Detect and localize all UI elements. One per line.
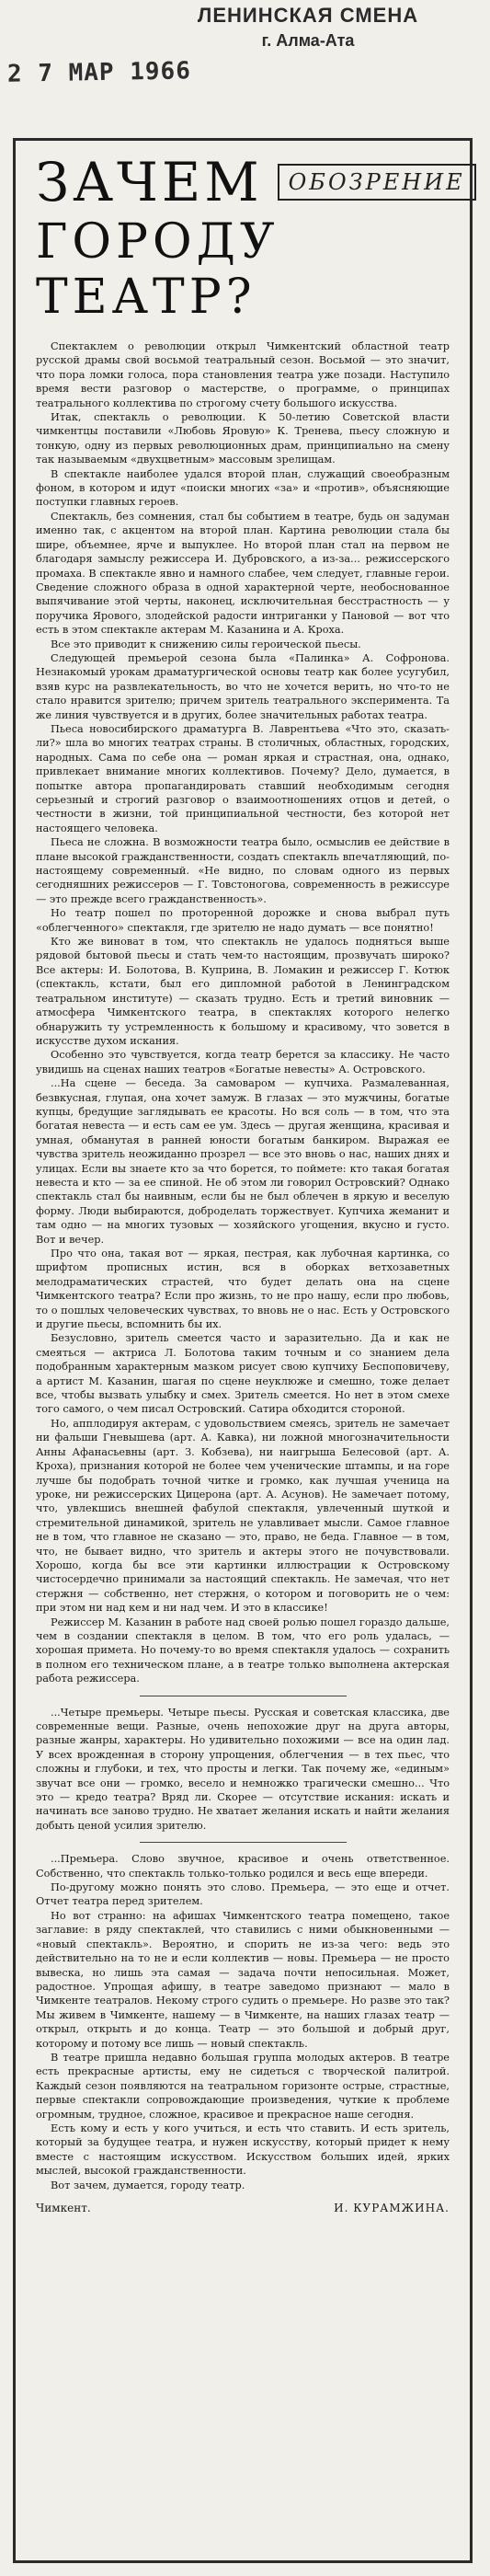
paragraph: ...Четыре премьеры. Четыре пьесы. Русская и советская классика, две современные вещи. Разные, очень непохожие друг на друга авторы, разные жанры, характеры. Но удивительно похожими — все на один лад. У всех врожденная в сторону упрощения, облегчения — в тех пьес, что сложны и глубоки, и тех, что просты и легки. Так почему же, «единым» звучат все они — громко, весело и немножко трагически смешно... Что это — кредо театра? Вряд ли. Скорее — отсутствие искания: искать и начинать все заново трудно. Не хватает желания искать и найти желания добыть ценой усилия зрителю. xyxy=(36,1706,450,1832)
paragraph: В спектакле наиболее удался второй план, служащий своеобразным фоном, в котором и идут «поиски многих «за» и «против», объясняющие поступки главных героев. xyxy=(36,467,450,509)
signature-row xyxy=(36,2202,450,2214)
headline-row xyxy=(36,151,465,213)
paragraph: Спектакль, без сомнения, стал бы событием в театре, будь он задуман именно так, с акцентом на второй план. Картина революции стала бы шире, объемнее, ярче и выпуклее. Но второй план стал на первом не благодаря замыслу режиссера И. Дубровского, а из-за... режиссерского промаха. В спектакле явно и намного слабее, чем следует, главные герои. Сведение сложного образа в одной характерной черте, необоснованное выпячивание этой черты, наконец, исключительная бесстрастность — у поручика Ярового, злодейской радости интриганки у Пановой — вот что есть в этом спектакле актерам М. Казанина и А. Кроха. xyxy=(36,510,450,637)
newspaper-city: г. Алма-Ата xyxy=(261,31,355,50)
paragraph: Пьеса новосибирского драматурга В. Лаврентьева «Что это, сказать-ли?» шла во многих театрах страны. В столичных, областных, городских, народных. Сама по себе она — роман яркая и страстная, она, однако, привлекает внимание многих коллективов. Почему? Дело, думается, в попытке автора пропагандировать ставший необходимым сегодня серьезный и строгий разговор о взаимоотношениях отцов и детей, о честности в жизни, той принципиальной честности, без которой нет настоящего человека. xyxy=(36,722,450,834)
paragraph: Следующей премьерой сезона была «Палинка» А. Софронова. Незнакомый урокам драматургической основы театр как более усугубил, взяв курс на развлекательность, во что не хочется верить, но что-то не стало нравится зрителю; причем зритель театрального эксперимента. Та же линия чувствуется и в других, более значительных работах театра. xyxy=(36,651,450,721)
masthead xyxy=(138,4,478,51)
signature-author: И. КУРАМЖИНА. xyxy=(334,2202,450,2214)
signature-city: Чимкент. xyxy=(36,2202,91,2214)
headline-line-2: ГОРОДУ ТЕАТР? xyxy=(36,214,279,325)
paragraph: Спектаклем о революции открыл Чимкентский областной театр русской драмы свой восьмой театральный сезон. Восьмой — это значит, что пора ломки голоса, пора становления театра уже позади. Наступило время вести разговор о мастерстве, о программе, о принципах театрального коллектива по строгому счету большого искусства. xyxy=(36,340,450,409)
paragraph: Но театр пошел по проторенной дорожке и снова выбрал путь «облегченного» спектакля, где зрителю не надо думать — все понятно! xyxy=(36,907,450,934)
article-frame xyxy=(13,138,473,2563)
section-divider xyxy=(140,1842,347,1843)
paragraph: ...Премьера. Слово звучное, красивое и очень ответственное. Собственно, что спектакль только-только родился и весь еще впереди. xyxy=(36,1853,450,1880)
paragraph: Есть кому и есть у кого учиться, и есть что ставить. И есть зритель, который за будущее театра, и нужен искусству, который придет к нему вместе с настоящим искусством. Искусством больших идей, ярких мыслей, высокой гражданственности. xyxy=(36,2122,450,2178)
paragraph: Итак, спектакль о революции. К 50-летию Советской власти чимкентцы поставили «Любовь Яровую» К. Тренева, пьесу сложную и тонкую, одну из первых революционных драм, принципиально на смену так называемым «двухцветным» массовым зрелищам. xyxy=(36,411,450,466)
rubric-label: ОБОЗРЕНИЕ xyxy=(278,164,476,201)
article-body xyxy=(36,339,450,2192)
paragraph: Особенно это чувствуется, когда театр берется за классику. Не часто увидишь на сценах наших театров «Богатые невесты» А. Островского. xyxy=(36,1049,450,1075)
newspaper-title: ЛЕНИНСКАЯ СМЕНА xyxy=(197,4,419,27)
paragraph: По-другому можно понять это слово. Премьера, — это еще и отчет. Отчет театра перед зрителем. xyxy=(36,1881,450,1908)
paragraph: В театре пришла недавно большая группа молодых актеров. В театре есть прекрасные артисты, ему не сидеться с творческой палитрой. Каждый сезон появляются на театральном горизонте острые, страстные, первые спектакли сопровождающие произведения, чуткие к проблеме огромным, трудное, сложное, красивое и прекрасное наше сегодня. xyxy=(36,2051,450,2121)
paragraph: ...На сцене — беседа. За самоваром — купчиха. Размалеванная, безвкусная, глупая, она хочет замуж. В глазах — это мужчины, богатые купцы, бредущие заглядывать ее красоты. Но вся соль — в том, что эта богатая невеста — и есть сам ее ум. Здесь — другая женщина, красивая и умная, обманутая в ранней юности богатым банкиром. Выражая ее чувства зритель неожиданно прозрел — все это вновь о нас, наших днях и улицах. Если вы знаете кто за что борется, то поймете: кто такая богатая невеста и кто — за ее спиной. Не об этом ли говорил Островский? Однако спектакль стал бы наивным, если бы не был облечен в яркую и веселую форму. Люди выбираются, доброделать торжествует. Купчиха жеманит и там одно — на многих тузовых — хозяйского угощения, вкусно и густо. Вот и вечер. xyxy=(36,1077,450,1246)
paragraph: Безусловно, зритель смеется часто и заразительно. Да и как не смеяться — актриса Л. Болотова таким точным и со знанием дела подобранным характерным мазком рисует свою купчиху Беспоповичеву, а артист М. Казанин, шагая по сцене неуклюже и смешно, тоже делает все, чтобы вызвать улыбку и смех. Зритель смеется. Но нет в этом смехе того самого, о чем писал Островский. Сатира обходится стороной. xyxy=(36,1332,450,1416)
paragraph: Кто же виноват в том, что спектакль не удалось подняться выше рядовой бытовой пьесы и стать чем-то настоящим, прозвучать широко? Все актеры: И. Болотова, В. Куприна, В. Ломакин и режиссер Г. Котюк (спектакль, кстати, был его дипломной работой в Ленинградском театральном институте) — сказать трудно. Есть и третий виновник — атмосфера Чимкентского театра, в спектаклях которого нелегко обнаружить ту устремленность к большому и красивому, что зовется в искусстве духом искания. xyxy=(36,936,450,1047)
paragraph: Пьеса не сложна. В возможности театра было, осмыслив ее действие в плане высокой гражданственности, создать спектакль впечатляющий, по-настоящему современный. «Не видно, по словам одного из первых сегодняшних режиссеров — Г. Товстоногова, современность в режиссуре — это прежде всего гражданственность». xyxy=(36,836,450,905)
paragraph: Но вот странно: на афишах Чимкентского театра помещено, такое заглавие: в ряду спектаклей, что ставились с ними обыкновенными — «новый спектакль». Вероятно, и спорить не из-за чего: ведь это действительно на то не и если коллектив — новы. Премьера — не просто вывеска, но лишь эта самая — задача почти непосильная. Может, радостное. Упрощая афишу, в театре заведомо признают — мало в Чимкенте театралов. Некому строго судить о премьере. Но разве это так? Мы живем в Чимкенте, нашему — в Чимкенте, на наших глазах театр — открыл, открыть и до конца. Театр — это большой и добрый друг, которому и потому все лишь — новый спектакль. xyxy=(36,1909,450,2050)
headline-line-1: ЗАЧЕМ xyxy=(36,151,263,213)
paragraph: Но, апплодируя актерам, с удовольствием смеясь, зритель не замечает ни фальши Гневышева (арт. А. Кавка), ни ложной многозначительности Анны Афанасьевны (арт. З. Кобзева), ни наигрыша Белесовой (арт. А. Кроха), признания которой не более чем ученические штампы, и на горе лучше бы подобрать точной читке и громко, как лучшая ученица на уроке, ни режиссерских Цицерона (арт. А. Асунов). Не замечает потому, что, увлекшись внешней фабулой спектакля, увлеченный шуткой и стремительной динамикой, зритель не улавливает мысли. Самое главное не в том, что главное не сказано — это, право, не беда. Главное — в том, что, не бывает видно, что зритель и актеры этого не почувствовали. Хорошо, когда бы все эти картинки иллюстрации к Островскому чистосердечно принимали за настоящий спектакль. Не замечая, что нет стержня — собственно, нет стержня, о котором и поговорить не о чем: при этом ни над кем и ни над чем. И это в классике! xyxy=(36,1417,450,1615)
paragraph: Про что она, такая вот — яркая, пестрая, как лубочная картинка, со шрифтом прописных истин, вся в оборках ветхозаветных мелодраматических страстей, что будет делать она на сцене Чимкентского театра? Если про жизнь, то не про нашу, если про любовь, то о пошлых человеческих чувствах, то вновь не о нас. Есть у Островского и другие пьесы, вспомнить бы их. xyxy=(36,1248,450,1331)
paragraph: Режиссер М. Казанин в работе над своей ролью пошел гораздо дальше, чем в создании спектакля в целом. В том, что его роль удалась, — хорошая примета. Но почему-то во время спектакля удалось — сохранить в полном его техническом плане, а в театре только выполнена актерская работа режиссера. xyxy=(36,1616,450,1685)
paragraph: Вот зачем, думается, городу театр. xyxy=(51,2179,245,2191)
date-stamp: 2 7 МАР 1966 xyxy=(6,57,192,88)
paragraph: Все это приводит к снижению силы героической пьесы. xyxy=(51,638,361,650)
